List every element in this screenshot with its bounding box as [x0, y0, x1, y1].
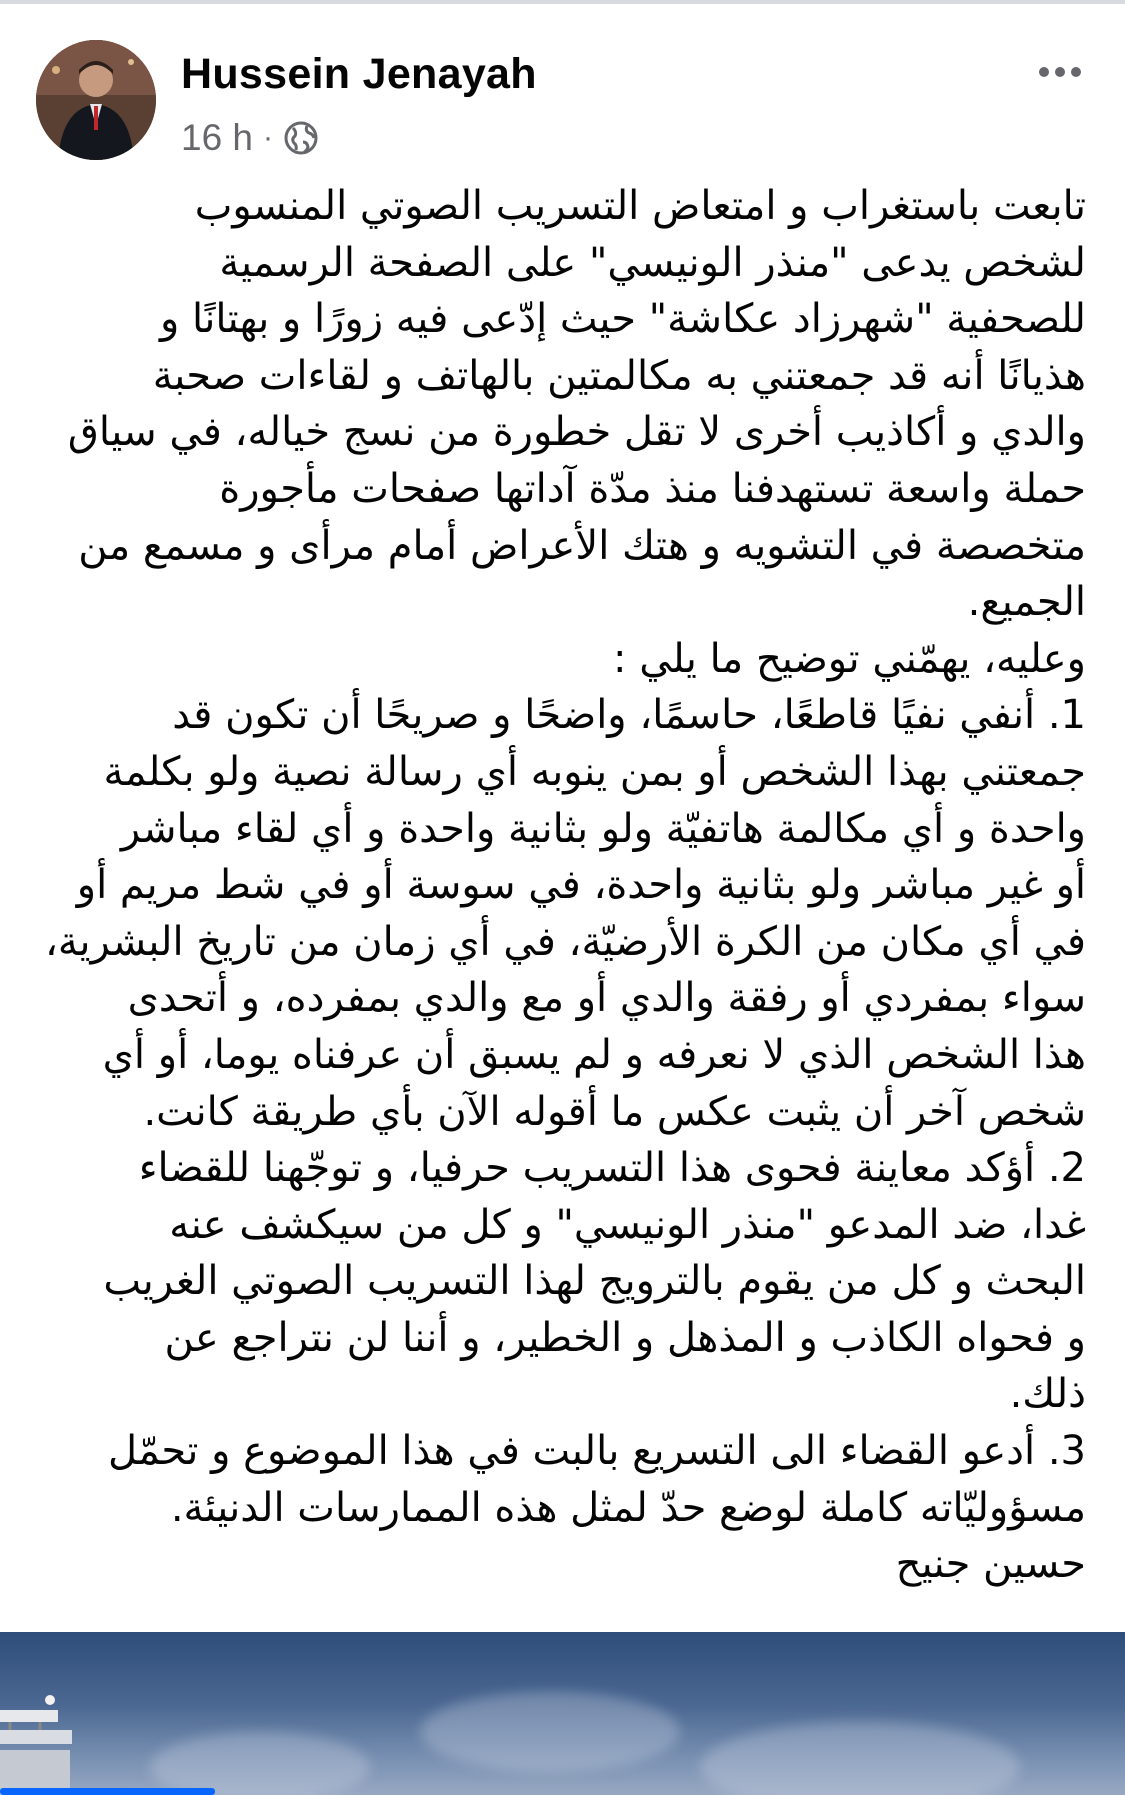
cloud: [150, 1732, 370, 1795]
post-timestamp[interactable]: 16 h: [181, 117, 254, 158]
post-line: هذيانًا أنه قد جمعتني به مكالمتين بالهاتف و لقاءات صحبة: [152, 352, 1086, 399]
post-line: الجميع.: [967, 579, 1086, 626]
post-meta: [181, 113, 319, 163]
horizontal-scrollbar[interactable]: [0, 1788, 215, 1795]
dot-3: [1071, 67, 1081, 77]
stadium-light-tower: [0, 1680, 80, 1795]
post-line: سواء بمفردي أو رفقة والدي أو مع والدي بمفرده، و أتحدى: [127, 975, 1086, 1022]
post-line: البحث و كل من يقوم بالترويج لهذا التسريب الصوتي الغريب: [103, 1258, 1086, 1305]
post-line: 3. أدعو القضاء الى التسريع بالبت في هذا الموضوع و تحمّل: [108, 1428, 1086, 1475]
globe-icon[interactable]: [283, 120, 319, 156]
author-name[interactable]: Hussein Jenayah: [181, 50, 537, 98]
post-line: 2. أؤكد معاينة فحوى هذا التسريب حرفيا، و توجّهنا للقضاء: [138, 1145, 1086, 1192]
post-line: غدا، ضد المدعو "منذر الونيسي" و كل من سيكشف عنه: [169, 1201, 1086, 1248]
post-line: 1. أنفي نفيًا قاطعًا، حاسمًا، واضحًا و صريحًا أن تكون قد: [172, 692, 1086, 739]
post-line: هذا الشخص الذي لا نعرفه و لم يسبق أن عرفناه يوما، أو أي: [102, 1031, 1086, 1078]
post-line: جمعتني بهذا الشخص أو بمن ينوبه أي رسالة نصية ولو بكلمة: [103, 748, 1086, 795]
post-body: [44, 178, 1086, 1593]
post-line: والدي و أكاذيب أخرى لا تقل خطورة من نسج خياله، في سياق: [67, 409, 1086, 456]
post-line: و فحواه الكاذب و المذهل و الخطير، و أننا لن نتراجع عن: [164, 1314, 1086, 1361]
post-line: ذلك.: [1009, 1371, 1086, 1418]
dot-1: [1039, 67, 1049, 77]
post-line: للصحفية "شهرزاد عكاشة" حيث إدّعى فيه زورًا و بهتانًا و: [160, 296, 1086, 343]
post-photo[interactable]: [0, 1632, 1125, 1795]
profile-photo: [36, 40, 156, 160]
post-line: وعليه، يهمّني توضيح ما يلي :: [613, 635, 1086, 682]
post-line: متخصصة في التشويه و هتك الأعراض أمام مرأى و مسمع من: [78, 522, 1086, 569]
meta-separator: ·: [263, 121, 274, 154]
cloud: [700, 1722, 1020, 1795]
post-signature: حسين جنيح: [895, 1541, 1086, 1588]
post-line: شخص آخر أن يثبت عكس ما أقوله الآن بأي طريقة كانت.: [143, 1088, 1086, 1135]
dot-2: [1055, 67, 1065, 77]
top-divider: [0, 0, 1125, 4]
post-line: أو غير مباشر ولو بثانية واحدة، في سوسة أو في شط مريم أو: [76, 862, 1086, 909]
post-line: في أي مكان من الكرة الأرضيّة، في أي زمان من تاريخ البشرية،: [44, 918, 1086, 965]
post-line: واحدة و أي مكالمة هاتفيّة ولو بثانية واحدة و أي لقاء مباشر: [120, 805, 1086, 852]
post-line: مسؤوليّاته كاملة لوضع حدّ لمثل هذه الممارسات الدنيئة.: [170, 1484, 1086, 1531]
author-avatar[interactable]: [36, 40, 156, 160]
post-line: حملة واسعة تستهدفنا منذ مدّة آداتها صفحات مأجورة: [219, 465, 1086, 512]
post-line: تابعت باستغراب و امتعاض التسريب الصوتي المنسوب: [194, 183, 1086, 229]
post-line: لشخص يدعى "منذر الونيسي" على الصفحة الرسمية: [219, 239, 1086, 286]
more-options-icon[interactable]: [1030, 52, 1090, 92]
cloud: [420, 1692, 680, 1772]
